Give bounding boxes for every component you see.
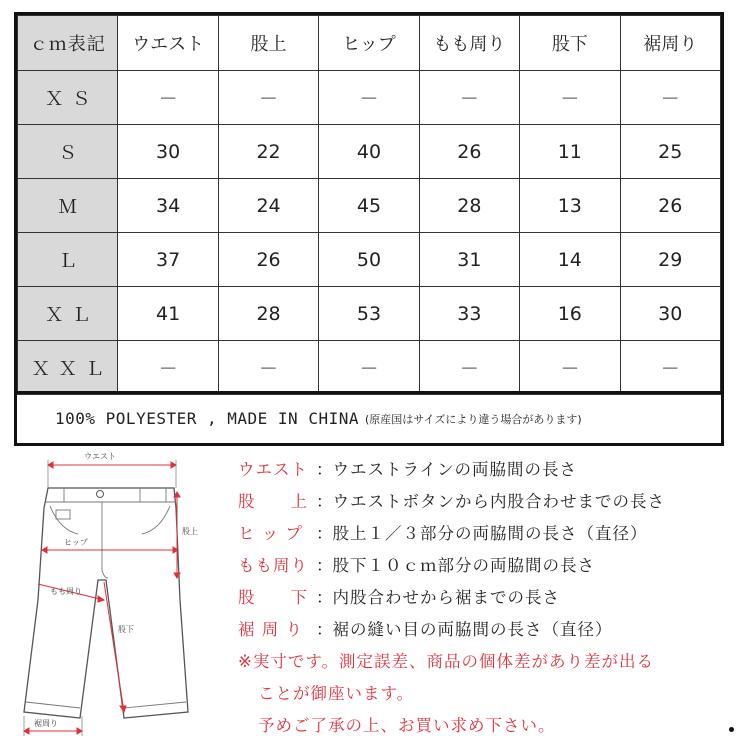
table-corner-header: ｃｍ表記 xyxy=(18,16,118,71)
table-cell: － xyxy=(218,341,318,395)
table-cell: 30 xyxy=(620,287,720,341)
table-cell: － xyxy=(520,71,620,125)
table-cell: － xyxy=(218,71,318,125)
legend-waist xyxy=(238,452,728,484)
legend-desc: 裾の縫い目の両脇間の長さ（直径） xyxy=(332,620,613,639)
size-label: Ｓ xyxy=(18,125,118,179)
material-note-text: 100% POLYESTER , MADE IN CHINA xyxy=(55,409,359,428)
legend-desc: 股上１／３部分の両脇間の長さ（直径） xyxy=(332,524,648,543)
table-row xyxy=(18,233,721,287)
table-cell: 30 xyxy=(118,125,218,179)
pants-diagram xyxy=(20,450,220,738)
table-row xyxy=(18,287,721,341)
table-cell: 26 xyxy=(218,233,318,287)
legend-sep: ： xyxy=(316,620,333,639)
hip-diagram-label: ヒップ xyxy=(64,538,88,547)
table-cell: 26 xyxy=(620,179,720,233)
table-cell: 33 xyxy=(419,287,519,341)
table-row xyxy=(18,341,721,395)
table-cell: 16 xyxy=(520,287,620,341)
table-cell: 50 xyxy=(319,233,419,287)
table-cell: － xyxy=(118,71,218,125)
table-cell: 13 xyxy=(520,179,620,233)
table-cell: － xyxy=(319,341,419,395)
material-note xyxy=(17,391,721,443)
legend-inseam xyxy=(238,580,728,612)
table-cell: 41 xyxy=(118,287,218,341)
table-cell: － xyxy=(419,341,519,395)
column-header: ウエスト xyxy=(118,16,218,71)
table-cell: 14 xyxy=(520,233,620,287)
table-cell: 53 xyxy=(319,287,419,341)
column-header: 股上 xyxy=(218,16,318,71)
legend-hip xyxy=(238,516,728,548)
legend-sep: ： xyxy=(316,460,333,479)
legend-desc: 股下１０ｃｍ部分の両脇間の長さ xyxy=(332,556,595,575)
legend-sep: ： xyxy=(316,588,333,607)
corner-dot xyxy=(729,727,734,732)
table-cell: 28 xyxy=(419,179,519,233)
legend-term: もも周り xyxy=(238,556,308,575)
table-cell: 11 xyxy=(520,125,620,179)
size-label: ＸＸＬ xyxy=(18,341,118,395)
thigh-diagram-label: もも周り xyxy=(50,587,82,596)
table-row xyxy=(18,125,721,179)
origin-note-text: (原産国はサイズにより違う場合があります) xyxy=(364,412,582,426)
table-cell: 34 xyxy=(118,179,218,233)
table-header-row xyxy=(18,16,721,71)
table-cell: 28 xyxy=(218,287,318,341)
legend-thigh xyxy=(238,548,728,580)
table-cell: 45 xyxy=(319,179,419,233)
rise-diagram-label: 股上 xyxy=(182,527,198,536)
table-cell: 26 xyxy=(419,125,519,179)
legend-desc: ウエストラインの両脇間の長さ xyxy=(332,460,578,479)
table-cell: 31 xyxy=(419,233,519,287)
size-label: Ｍ xyxy=(18,179,118,233)
column-header: 裾周り xyxy=(620,16,720,71)
button-icon xyxy=(97,491,104,498)
table-cell: － xyxy=(520,341,620,395)
legend-term: 裾 周 り xyxy=(238,620,303,639)
disclaimer-line-2: ことが御座います。 xyxy=(258,684,415,703)
table-cell: － xyxy=(419,71,519,125)
hem-diagram-label: 裾周り xyxy=(34,719,58,728)
column-header: もも周り xyxy=(419,16,519,71)
table-row xyxy=(18,71,721,125)
table-cell: 37 xyxy=(118,233,218,287)
legend-sep: ： xyxy=(316,492,333,511)
waist-diagram-label: ウエスト xyxy=(84,452,116,461)
size-label: Ｌ xyxy=(18,233,118,287)
table-cell: 22 xyxy=(218,125,318,179)
table-cell: － xyxy=(118,341,218,395)
inseam-diagram-label: 股下 xyxy=(118,625,134,634)
size-label: ＸＬ xyxy=(18,287,118,341)
table-cell: － xyxy=(620,71,720,125)
legend-term: ウエスト xyxy=(238,460,308,479)
legend-sep: ： xyxy=(316,524,333,543)
legend-desc: ウエストボタンから内股合わせまでの長さ xyxy=(332,492,665,511)
table-cell: 25 xyxy=(620,125,720,179)
legend-desc: 内股合わせから裾までの長さ xyxy=(332,588,560,607)
measurement-legend xyxy=(238,452,728,740)
table-cell: 29 xyxy=(620,233,720,287)
disclaimer-line-1: ※実寸です。測定誤差、商品の個体差があり差が出る xyxy=(238,652,655,671)
legend-rise xyxy=(238,484,728,516)
legend-term: 股 下 xyxy=(238,588,308,607)
legend-sep: ： xyxy=(316,556,333,575)
table-cell: － xyxy=(319,71,419,125)
table-cell: － xyxy=(620,341,720,395)
table-cell: 40 xyxy=(319,125,419,179)
disclaimer-line-3: 予めご了承の上、お買い求め下さい。 xyxy=(258,716,556,735)
table-cell: 24 xyxy=(218,179,318,233)
pants-outline xyxy=(24,488,188,718)
legend-hem xyxy=(238,612,728,644)
column-header: 股下 xyxy=(520,16,620,71)
legend-term: 股 上 xyxy=(238,492,308,511)
legend-term: ヒ ッ プ xyxy=(238,524,303,543)
table-row xyxy=(18,179,721,233)
column-header: ヒップ xyxy=(319,16,419,71)
size-table xyxy=(14,12,724,446)
size-label: ＸＳ xyxy=(18,71,118,125)
